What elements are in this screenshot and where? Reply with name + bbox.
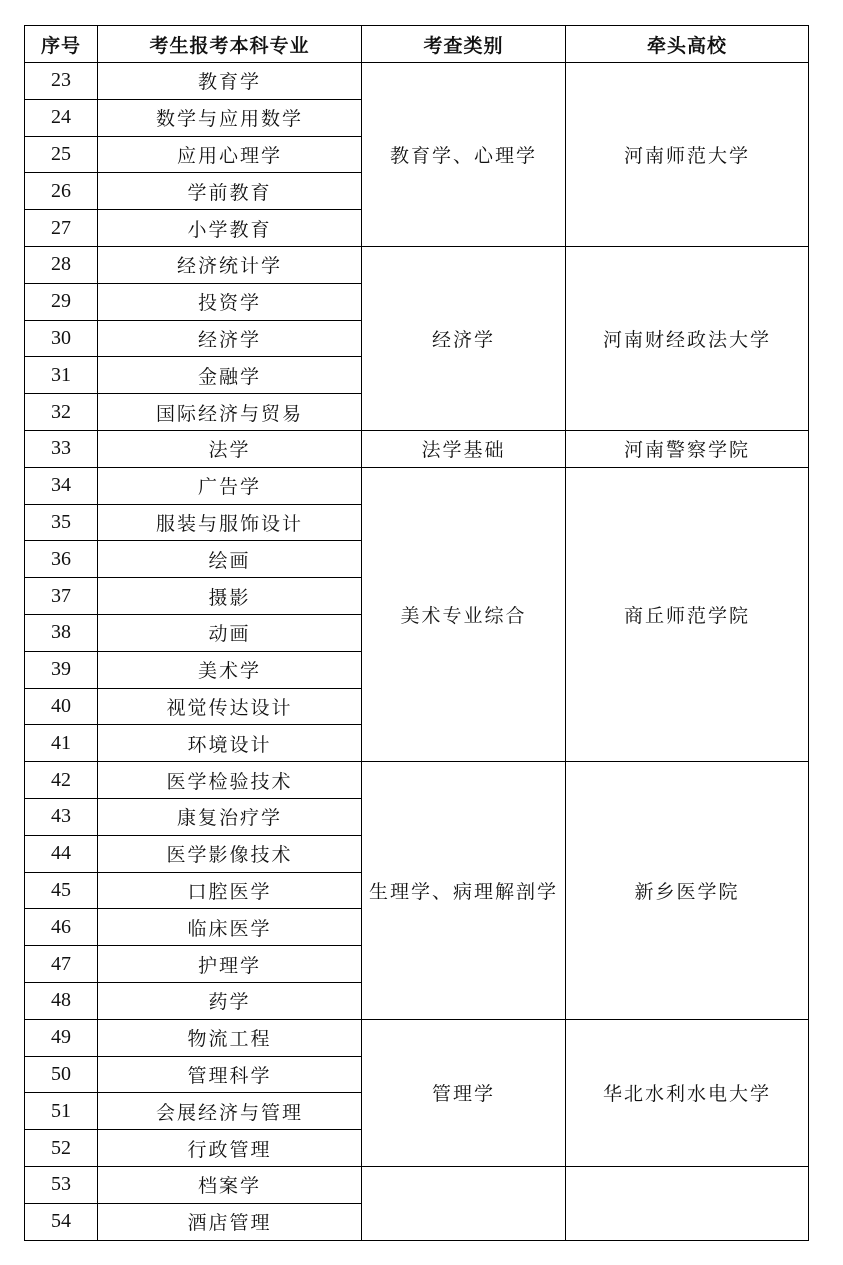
major-cell: 康复治疗学 xyxy=(98,798,362,835)
serial-number-cell: 47 xyxy=(25,946,98,983)
table-row xyxy=(25,1019,809,1056)
serial-number-cell: 26 xyxy=(25,173,98,210)
lead-university-cell: 河南警察学院 xyxy=(566,430,809,467)
serial-number-cell: 50 xyxy=(25,1056,98,1093)
major-cell: 小学教育 xyxy=(98,210,362,247)
major-cell: 医学影像技术 xyxy=(98,835,362,872)
serial-number-cell: 48 xyxy=(25,982,98,1019)
major-cell: 美术学 xyxy=(98,651,362,688)
major-cell: 服装与服饰设计 xyxy=(98,504,362,541)
major-cell: 档案学 xyxy=(98,1166,362,1203)
exam-subject-cell: 生理学、病理解剖学 xyxy=(362,762,566,1020)
table-row xyxy=(25,1166,809,1203)
majors-table xyxy=(24,25,809,1241)
major-cell: 动画 xyxy=(98,614,362,651)
major-cell: 投资学 xyxy=(98,283,362,320)
major-cell: 经济学 xyxy=(98,320,362,357)
table-row xyxy=(25,63,809,100)
lead-university-cell xyxy=(566,1166,809,1240)
serial-number-cell: 32 xyxy=(25,394,98,431)
serial-number-cell: 46 xyxy=(25,909,98,946)
major-cell: 国际经济与贸易 xyxy=(98,394,362,431)
header-row xyxy=(25,26,809,63)
serial-number-cell: 35 xyxy=(25,504,98,541)
lead-university-cell: 河南师范大学 xyxy=(566,63,809,247)
serial-number-cell: 45 xyxy=(25,872,98,909)
serial-number-cell: 36 xyxy=(25,541,98,578)
serial-number-cell: 38 xyxy=(25,614,98,651)
serial-number-cell: 41 xyxy=(25,725,98,762)
serial-number-cell: 43 xyxy=(25,798,98,835)
serial-number-cell: 23 xyxy=(25,63,98,100)
major-cell: 管理科学 xyxy=(98,1056,362,1093)
serial-number-cell: 39 xyxy=(25,651,98,688)
serial-number-cell: 25 xyxy=(25,136,98,173)
serial-number-cell: 40 xyxy=(25,688,98,725)
header-serial-number: 序号 xyxy=(25,26,98,63)
major-cell: 护理学 xyxy=(98,946,362,983)
serial-number-cell: 27 xyxy=(25,210,98,247)
table-body xyxy=(25,63,809,1241)
header-major: 考生报考本科专业 xyxy=(98,26,362,63)
major-cell: 环境设计 xyxy=(98,725,362,762)
major-cell: 经济统计学 xyxy=(98,246,362,283)
serial-number-cell: 30 xyxy=(25,320,98,357)
serial-number-cell: 31 xyxy=(25,357,98,394)
major-cell: 广告学 xyxy=(98,467,362,504)
serial-number-cell: 37 xyxy=(25,578,98,615)
serial-number-cell: 52 xyxy=(25,1130,98,1167)
major-cell: 酒店管理 xyxy=(98,1203,362,1240)
table-row xyxy=(25,246,809,283)
serial-number-cell: 44 xyxy=(25,835,98,872)
serial-number-cell: 42 xyxy=(25,762,98,799)
exam-subject-cell: 管理学 xyxy=(362,1019,566,1166)
table-row xyxy=(25,762,809,799)
major-cell: 摄影 xyxy=(98,578,362,615)
major-cell: 应用心理学 xyxy=(98,136,362,173)
exam-subject-cell: 美术专业综合 xyxy=(362,467,566,761)
major-cell: 口腔医学 xyxy=(98,872,362,909)
major-cell: 物流工程 xyxy=(98,1019,362,1056)
header-exam-subject: 考查类别 xyxy=(362,26,566,63)
major-cell: 数学与应用数学 xyxy=(98,99,362,136)
serial-number-cell: 33 xyxy=(25,430,98,467)
exam-subject-cell: 经济学 xyxy=(362,246,566,430)
major-cell: 法学 xyxy=(98,430,362,467)
serial-number-cell: 28 xyxy=(25,246,98,283)
serial-number-cell: 53 xyxy=(25,1166,98,1203)
exam-subject-cell: 法学基础 xyxy=(362,430,566,467)
major-cell: 药学 xyxy=(98,982,362,1019)
lead-university-cell: 河南财经政法大学 xyxy=(566,246,809,430)
major-cell: 金融学 xyxy=(98,357,362,394)
table-row xyxy=(25,430,809,467)
serial-number-cell: 49 xyxy=(25,1019,98,1056)
exam-subject-cell xyxy=(362,1166,566,1240)
serial-number-cell: 54 xyxy=(25,1203,98,1240)
lead-university-cell: 商丘师范学院 xyxy=(566,467,809,761)
serial-number-cell: 29 xyxy=(25,283,98,320)
lead-university-cell: 新乡医学院 xyxy=(566,762,809,1020)
serial-number-cell: 24 xyxy=(25,99,98,136)
serial-number-cell: 34 xyxy=(25,467,98,504)
exam-subject-cell: 教育学、心理学 xyxy=(362,63,566,247)
major-cell: 教育学 xyxy=(98,63,362,100)
serial-number-cell: 51 xyxy=(25,1093,98,1130)
major-cell: 行政管理 xyxy=(98,1130,362,1167)
major-cell: 医学检验技术 xyxy=(98,762,362,799)
major-cell: 学前教育 xyxy=(98,173,362,210)
major-cell: 视觉传达设计 xyxy=(98,688,362,725)
lead-university-cell: 华北水利水电大学 xyxy=(566,1019,809,1166)
table-row xyxy=(25,467,809,504)
major-cell: 绘画 xyxy=(98,541,362,578)
header-lead-university: 牵头高校 xyxy=(566,26,809,63)
major-cell: 临床医学 xyxy=(98,909,362,946)
major-cell: 会展经济与管理 xyxy=(98,1093,362,1130)
